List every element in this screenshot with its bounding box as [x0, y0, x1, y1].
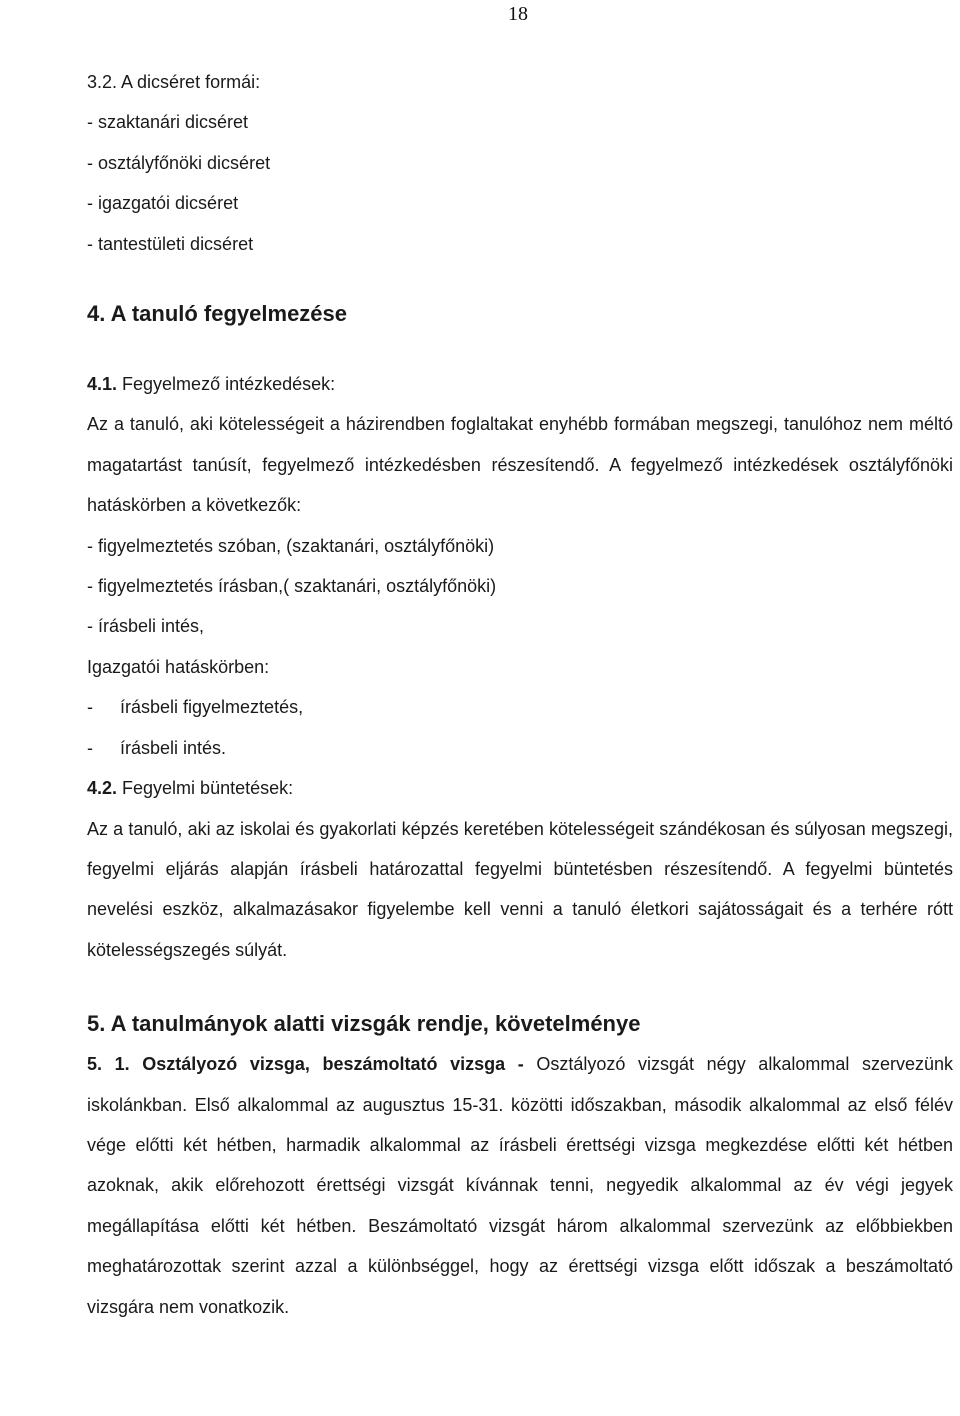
heading-number: 4.2.	[87, 778, 118, 799]
section-5-1-paragraph	[87, 1044, 953, 1327]
section-4-2-paragraph: Az a tanuló, aki az iskolai és gyakorlati képzés keretében kötelességeit szándékosan és súlyosan megszegi, fegyelmi eljárás alapján írásbeli határozattal fegyelmi büntetésben részesítendő. A fegyelmi büntetés nevelési eszköz, alkalmazásakor figyelembe kell venni a tanuló életkori sajátosságait és a terhére rótt kötelességszegés súlyát.	[87, 818, 953, 960]
section-5-1-text: Osztályozó vizsgát négy alkalommal szervezünk iskolánkban. Első alkalommal az augusztus 15-31. közötti időszakban, második alkalommal az első félév vége előtti két hétben, harmadik alkalommal az írásbeli érettségi vizsga megkezdése előtti két hétben azoknak, akik előrehozott érettségi vizsgát kívánnak tenni, negyedik alkalommal az év végi jegyek megállapítása előtti két hétben. Beszámoltató vizsgát három alkalommal szervezünk az előbbiekben meghatározottak szerint azzal a különbséggel, hogy az érettségi vizsga előtt időszak a beszámoltató vizsgára nem vonatkozik.	[87, 1054, 953, 1317]
heading-number: 4.1.	[87, 374, 118, 395]
list-item: - szaktanári dicséret	[87, 112, 249, 133]
list-item-text: írásbeli intés.	[120, 737, 227, 758]
document-body	[87, 62, 953, 1327]
dash: -	[87, 737, 93, 758]
heading-text: Fegyelmi büntetések:	[117, 778, 294, 799]
list-item: - tantestületi dicséret	[87, 233, 254, 254]
section-4-1-paragraph: Az a tanuló, aki kötelességeit a házirendben foglaltakat enyhébb formában megszegi, tanulóhoz nem méltó magatartást tanúsít, fegyelmező intézkedésben részesítendő. A fegyelmező intézkedések osztályfőnöki hatáskörben a következők:	[87, 414, 953, 516]
list-item-text: írásbeli figyelmeztetés,	[120, 697, 304, 718]
list-item: - osztályfőnöki dicséret	[87, 152, 271, 173]
section-3-2-heading: 3.2. A dicséret formái:	[87, 72, 261, 92]
list-item	[87, 687, 953, 727]
list-item: - figyelmeztetés írásban,( szaktanári, osztályfőnöki)	[87, 576, 497, 597]
section-4-2-heading	[87, 768, 953, 808]
list-item	[87, 728, 953, 768]
director-label: Igazgatói hatáskörben:	[87, 656, 270, 677]
list-item: - figyelmeztetés szóban, (szaktanári, osztályfőnöki)	[87, 535, 495, 556]
list-item: - írásbeli intés,	[87, 616, 205, 637]
page-number: 18	[508, 3, 528, 25]
dash: -	[87, 697, 93, 718]
section-5-title: 5. A tanulmányok alatti vizsgák rendje, követelménye	[87, 1011, 641, 1037]
section-5-1-heading: 5. 1. Osztályozó vizsga, beszámoltató vizsga -	[87, 1054, 524, 1075]
heading-text: Fegyelmező intézkedések:	[117, 374, 336, 395]
list-item: - igazgatói dicséret	[87, 193, 239, 214]
section-4-1-heading	[87, 364, 953, 404]
section-4-title: 4. A tanuló fegyelmezése	[87, 301, 348, 327]
